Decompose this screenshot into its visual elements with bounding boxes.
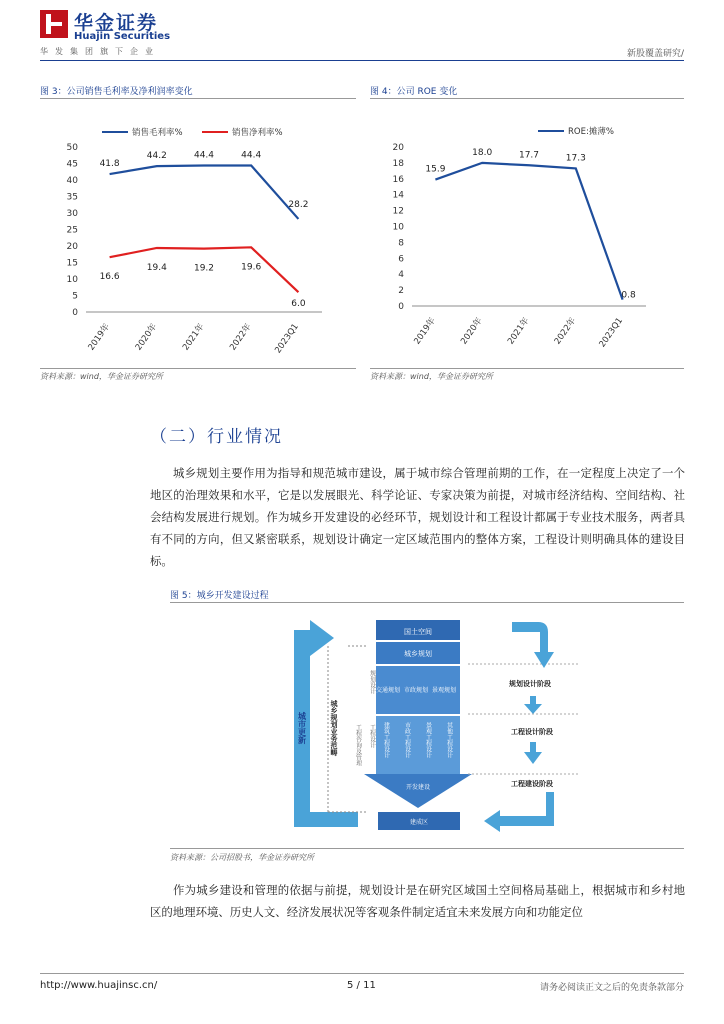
report-type: 新股覆盖研究/: [626, 49, 684, 59]
fig3-source: 资料来源：wind，华金证券研究所: [40, 372, 163, 381]
fig3-title-divider: [40, 98, 356, 99]
return-arrow-icon: [484, 792, 554, 832]
data-label: 41.8: [99, 159, 120, 170]
x-tick-label: 2019年: [412, 315, 438, 347]
y-tick-label: 10: [66, 275, 78, 285]
stage-engineering-label: 工程设计阶段: [511, 728, 553, 736]
fig4-source: 资料来源：wind，华金证券研究所: [370, 372, 493, 381]
data-label: 18.0: [472, 147, 493, 158]
footer-divider: [40, 973, 684, 974]
legend-label: ROE:摊薄%: [568, 127, 614, 137]
y-tick-label: 12: [392, 206, 404, 217]
y-tick-label: 20: [392, 143, 404, 153]
data-label: 15.9: [425, 164, 446, 175]
y-tick-label: 0: [398, 302, 404, 312]
urban-planning-label: 城乡规划: [404, 650, 432, 658]
fig4-title-divider: [370, 98, 684, 99]
legend-label: 销售毛利率%: [132, 128, 183, 138]
legend-label: 销售净利率%: [232, 128, 283, 138]
consulting-side-label: 工程咨询及管理: [354, 724, 362, 766]
margin-chart: [40, 104, 360, 362]
fig4-bottom-divider: [370, 368, 684, 369]
section-title: （二）行业情况: [150, 427, 283, 447]
data-label: 44.4: [241, 150, 262, 161]
y-tick-label: 6: [398, 254, 404, 265]
y-tick-label: 20: [66, 242, 78, 252]
x-tick-label: 2020年: [459, 315, 485, 347]
fig5-source: 资料来源：公司招股书，华金证券研究所: [170, 853, 314, 862]
built-area-label: 建成区: [409, 819, 429, 826]
engineering-item-label: 市政工程设计: [403, 722, 411, 758]
x-tick-label: 2022年: [228, 321, 254, 353]
fig3-title: 图 3：公司销售毛利率及净利润率变化: [40, 87, 193, 97]
y-tick-label: 0: [72, 308, 78, 318]
y-tick-label: 10: [392, 222, 404, 233]
engineering-side-label: 工程设计: [368, 724, 376, 748]
y-tick-label: 25: [66, 225, 78, 236]
disclaimer-text: 请务必阅读正文之后的免责条款部分: [539, 983, 684, 993]
planning-item-label: 景观规划: [431, 687, 457, 694]
fig3-bottom-divider: [40, 368, 356, 369]
data-label: 16.6: [99, 272, 120, 283]
y-tick-label: 35: [66, 192, 78, 203]
y-tick-label: 15: [66, 258, 78, 269]
development-label: 开发建设: [405, 784, 431, 791]
x-tick-label: 2021年: [505, 315, 532, 347]
planning-item-label: 交通规划: [375, 687, 401, 694]
data-label: 19.2: [193, 263, 215, 274]
paragraph-planning: 作为城乡建设和管理的依据与前提，规划设计是在研究区域国土空间格局基础上，根据城市和乡村地区的地理环境、历史人文、经济发展状况等客观条件制定适宜未来发展方向和功能定位: [150, 883, 685, 919]
company-tagline: 华发集团旗下企业: [40, 47, 160, 56]
planning-side-label: 规划设计: [368, 670, 376, 694]
series-line: [435, 163, 622, 300]
x-tick-label: 2020年: [133, 321, 160, 353]
series-line: [110, 165, 299, 218]
data-label: 19.4: [146, 262, 167, 273]
x-tick-label: 2019年: [86, 321, 113, 353]
urban-renewal-label: 城市更新: [297, 712, 307, 744]
x-tick-label: 2023Q1: [273, 321, 301, 356]
fig5-title-divider: [170, 602, 684, 603]
stage-arrow-icon: [524, 742, 542, 764]
stage-construction-label: 工程建设阶段: [511, 780, 553, 788]
y-tick-label: 4: [398, 270, 404, 281]
engineering-item-label: 景观工程设计: [424, 722, 432, 758]
company-logo-icon: [40, 10, 68, 38]
data-label: 6.0: [291, 299, 306, 310]
data-label: 44.4: [193, 150, 215, 161]
x-tick-label: 2023Q1: [597, 315, 626, 350]
fig5-title: 图 5：城乡开发建设过程: [170, 591, 269, 601]
territory-space-label: 国土空间: [404, 628, 432, 636]
data-label: 28.2: [288, 199, 309, 210]
data-label: 0.8: [621, 290, 636, 301]
planning-item-label: 市政规划: [403, 687, 429, 694]
stage-arrow-icon: [524, 696, 542, 714]
engineering-item-label: 其他工程设计: [445, 722, 453, 758]
roe-chart: [368, 104, 684, 362]
development-process-diagram: [288, 612, 588, 838]
y-tick-label: 40: [66, 176, 78, 186]
paragraph-industry: 城乡规划主要作用为指导和规范城市建设，属于城市综合管理前期的工作，在一定程度上决定了一个地区的治理效果和水平，它是以发展眼光、科学论证、专家决策为前提，对城市经济结构、空间结构、社会结构发展进行规划。作为城乡开发建设的必经环节，规划设计和工程设计都属于专业技术服务，两者具有不同的方向，但又紧密联系，规划设计确定一定区域范围内的整体方案，工程设计则明确具体的建设目标。: [150, 466, 685, 568]
y-tick-label: 45: [66, 159, 78, 170]
data-label: 19.6: [241, 262, 262, 273]
stage-planning-label: 规划设计阶段: [509, 680, 551, 688]
company-name-cn: 华金证券: [74, 12, 159, 34]
y-tick-label: 30: [66, 209, 78, 219]
page-number: 5 / 11: [347, 980, 376, 991]
data-label: 44.2: [146, 151, 167, 162]
company-name-en: Huajin Securities: [74, 31, 171, 42]
y-tick-label: 16: [392, 174, 404, 185]
y-tick-label: 50: [66, 143, 78, 153]
header-divider: [40, 60, 684, 61]
data-label: 17.3: [565, 153, 586, 164]
development-arrow-icon: [364, 774, 472, 808]
fig5-bottom-divider: [170, 848, 684, 849]
fig4-title: 图 4：公司 ROE 变化: [370, 87, 458, 97]
y-tick-label: 5: [72, 291, 78, 302]
footer-url-link[interactable]: http://www.huajinsc.cn/: [40, 980, 158, 991]
engineering-item-label: 建筑工程设计: [382, 722, 390, 758]
y-tick-label: 18: [392, 158, 404, 169]
stage-arrow-icon: [512, 622, 554, 668]
y-tick-label: 14: [392, 190, 404, 201]
y-tick-label: 8: [398, 238, 404, 249]
x-tick-label: 2022年: [552, 315, 579, 347]
y-tick-label: 2: [398, 286, 404, 297]
business-scope-label: 城乡规划业务范畴: [330, 700, 338, 756]
data-label: 17.7: [518, 150, 540, 161]
x-tick-label: 2021年: [180, 321, 207, 353]
